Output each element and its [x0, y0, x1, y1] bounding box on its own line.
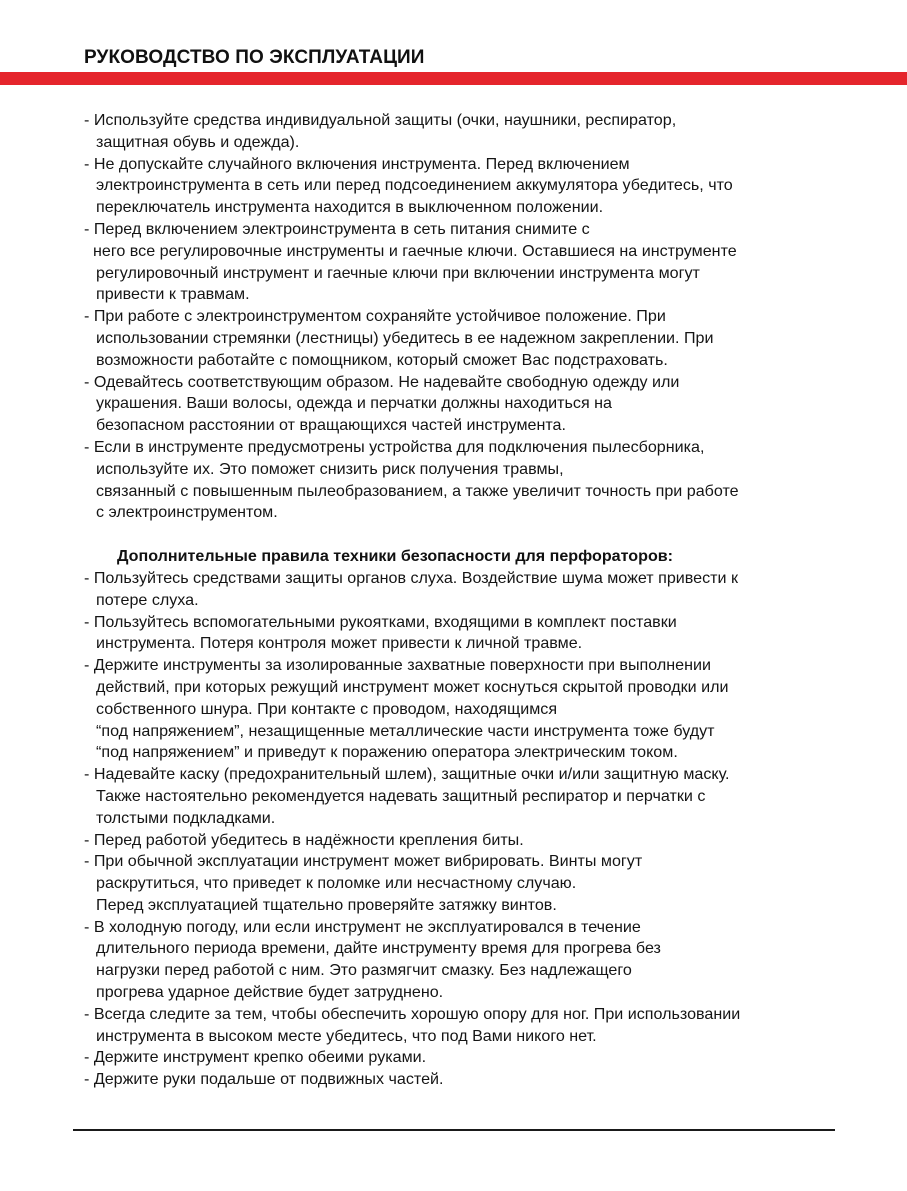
list-item-line: - Держите инструменты за изолированные захватные поверхности при выполнении: [84, 656, 711, 675]
list-item-line: используйте их. Это поможет снизить риск получения травмы,: [96, 459, 564, 478]
list-item-line: инструмента в высоком месте убедитесь, что под Вами никого нет.: [96, 1026, 597, 1045]
list-item-line: - При обычной эксплуатации инструмент может вибрировать. Винты могут: [84, 852, 643, 871]
list-item-line: использовании стремянки (лестницы) убедитесь в ее надежном закреплении. При: [96, 328, 714, 347]
list-item-line: прогрева ударное действие будет затруднено.: [96, 983, 444, 1002]
list-item: [84, 764, 844, 829]
list-item: [84, 437, 844, 524]
page-header-title: РУКОВОДСТВО ПО ЭКСПЛУАТАЦИИ: [84, 47, 425, 68]
list-item-line: действий, при которых режущий инструмент может коснуться скрытой проводки или: [96, 677, 729, 696]
list-item-line: связанный с повышенным пылеобразованием, а также увеличит точность при работе: [96, 481, 739, 500]
list-item-line: - Перед включением электроинструмента в сеть питания снимите с: [84, 219, 590, 238]
list-item: [84, 917, 844, 1004]
list-item-line: привести к травмам.: [96, 285, 250, 304]
list-item-line: возможности работайте с помощником, который сможет Вас подстраховать.: [96, 350, 668, 369]
list-item-line: “под напряжением”, незащищенные металлические части инструмента тоже будут: [96, 721, 715, 740]
list-item-line: - Пользуйтесь средствами защиты органов слуха. Воздействие шума может привести к: [84, 568, 738, 587]
list-item-line: - Держите инструмент крепко обеими руками.: [84, 1048, 427, 1067]
list-item: [84, 219, 844, 306]
list-item: [84, 1069, 844, 1091]
list-item-line: украшения. Ваши волосы, одежда и перчатки должны находиться на: [96, 394, 612, 413]
section-heading: Дополнительные правила техники безопасности для перфораторов:: [117, 547, 674, 566]
list-item-line: Перед эксплуатацией тщательно проверяйте затяжку винтов.: [96, 895, 557, 914]
list-item-line: собственного шнура. При контакте с проводом, находящимся: [96, 699, 558, 718]
list-item: [84, 110, 844, 154]
list-item: [84, 154, 844, 219]
list-item-line: - Не допускайте случайного включения инструмента. Перед включением: [84, 154, 630, 173]
list-item-line: - При работе с электроинструментом сохраняйте устойчивое положение. При: [84, 307, 666, 326]
list-item: [84, 568, 844, 612]
perforator-safety-list: [84, 568, 844, 1091]
header-accent-bar: [0, 72, 907, 85]
list-item: [84, 655, 844, 764]
list-item: [84, 306, 844, 371]
list-item: [84, 1004, 844, 1048]
list-item: [84, 1047, 844, 1069]
list-item: [84, 612, 844, 656]
list-item-line: переключатель инструмента находится в выключенном положении.: [96, 198, 604, 217]
list-item: [84, 851, 844, 916]
list-item-line: потере слуха.: [96, 590, 199, 609]
list-item-line: защитная обувь и одежда).: [96, 132, 300, 151]
list-item-line: регулировочный инструмент и гаечные ключи при включении инструмента могут: [96, 263, 700, 282]
list-item-line: раскрутиться, что приведет к поломке или несчастному случаю.: [96, 874, 577, 893]
list-item-line: него все регулировочные инструменты и гаечные ключи. Оставшиеся на инструменте: [93, 241, 737, 260]
list-item-line: - Если в инструменте предусмотрены устройства для подключения пылесборника,: [84, 437, 705, 456]
list-item-line: - Перед работой убедитесь в надёжности крепления биты.: [84, 830, 524, 849]
list-item-line: длительного периода времени, дайте инструменту время для прогрева без: [96, 939, 661, 958]
list-item-line: с электроинструментом.: [96, 503, 278, 522]
document-body: [84, 110, 844, 1091]
list-item-line: нагрузки перед работой с ним. Это размягчит смазку. Без надлежащего: [96, 961, 632, 980]
list-item-line: - Всегда следите за тем, чтобы обеспечить хорошую опору для ног. При использовании: [84, 1004, 741, 1023]
list-item-line: инструмента. Потеря контроля может привести к личной травме.: [96, 634, 583, 653]
list-item-line: Также настоятельно рекомендуется надевать защитный респиратор и перчатки с: [96, 786, 706, 805]
list-item: [84, 372, 844, 437]
list-item-line: - В холодную погоду, или если инструмент не эксплуатировался в течение: [84, 917, 641, 936]
list-item-line: “под напряжением” и приведут к поражению оператора электрическим током.: [96, 743, 678, 762]
list-item-line: безопасном расстоянии от вращающихся частей инструмента.: [96, 416, 566, 435]
list-item-line: - Держите руки подальше от подвижных частей.: [84, 1070, 444, 1089]
general-safety-list: [84, 110, 844, 524]
list-item-line: - Пользуйтесь вспомогательными рукоятками, входящими в комплект поставки: [84, 612, 677, 631]
list-item-line: - Надевайте каску (предохранительный шлем), защитные очки и/или защитную маску.: [84, 765, 730, 784]
list-item-line: толстыми подкладками.: [96, 808, 276, 827]
list-item-line: - Используйте средства индивидуальной защиты (очки, наушники, респиратор,: [84, 111, 677, 129]
list-item: [84, 830, 844, 852]
footer-divider: [73, 1129, 835, 1131]
list-item-line: - Одевайтесь соответствующим образом. Не надевайте свободную одежду или: [84, 372, 680, 391]
list-item-line: электроинструмента в сеть или перед подсоединением аккумулятора убедитесь, что: [96, 176, 733, 195]
